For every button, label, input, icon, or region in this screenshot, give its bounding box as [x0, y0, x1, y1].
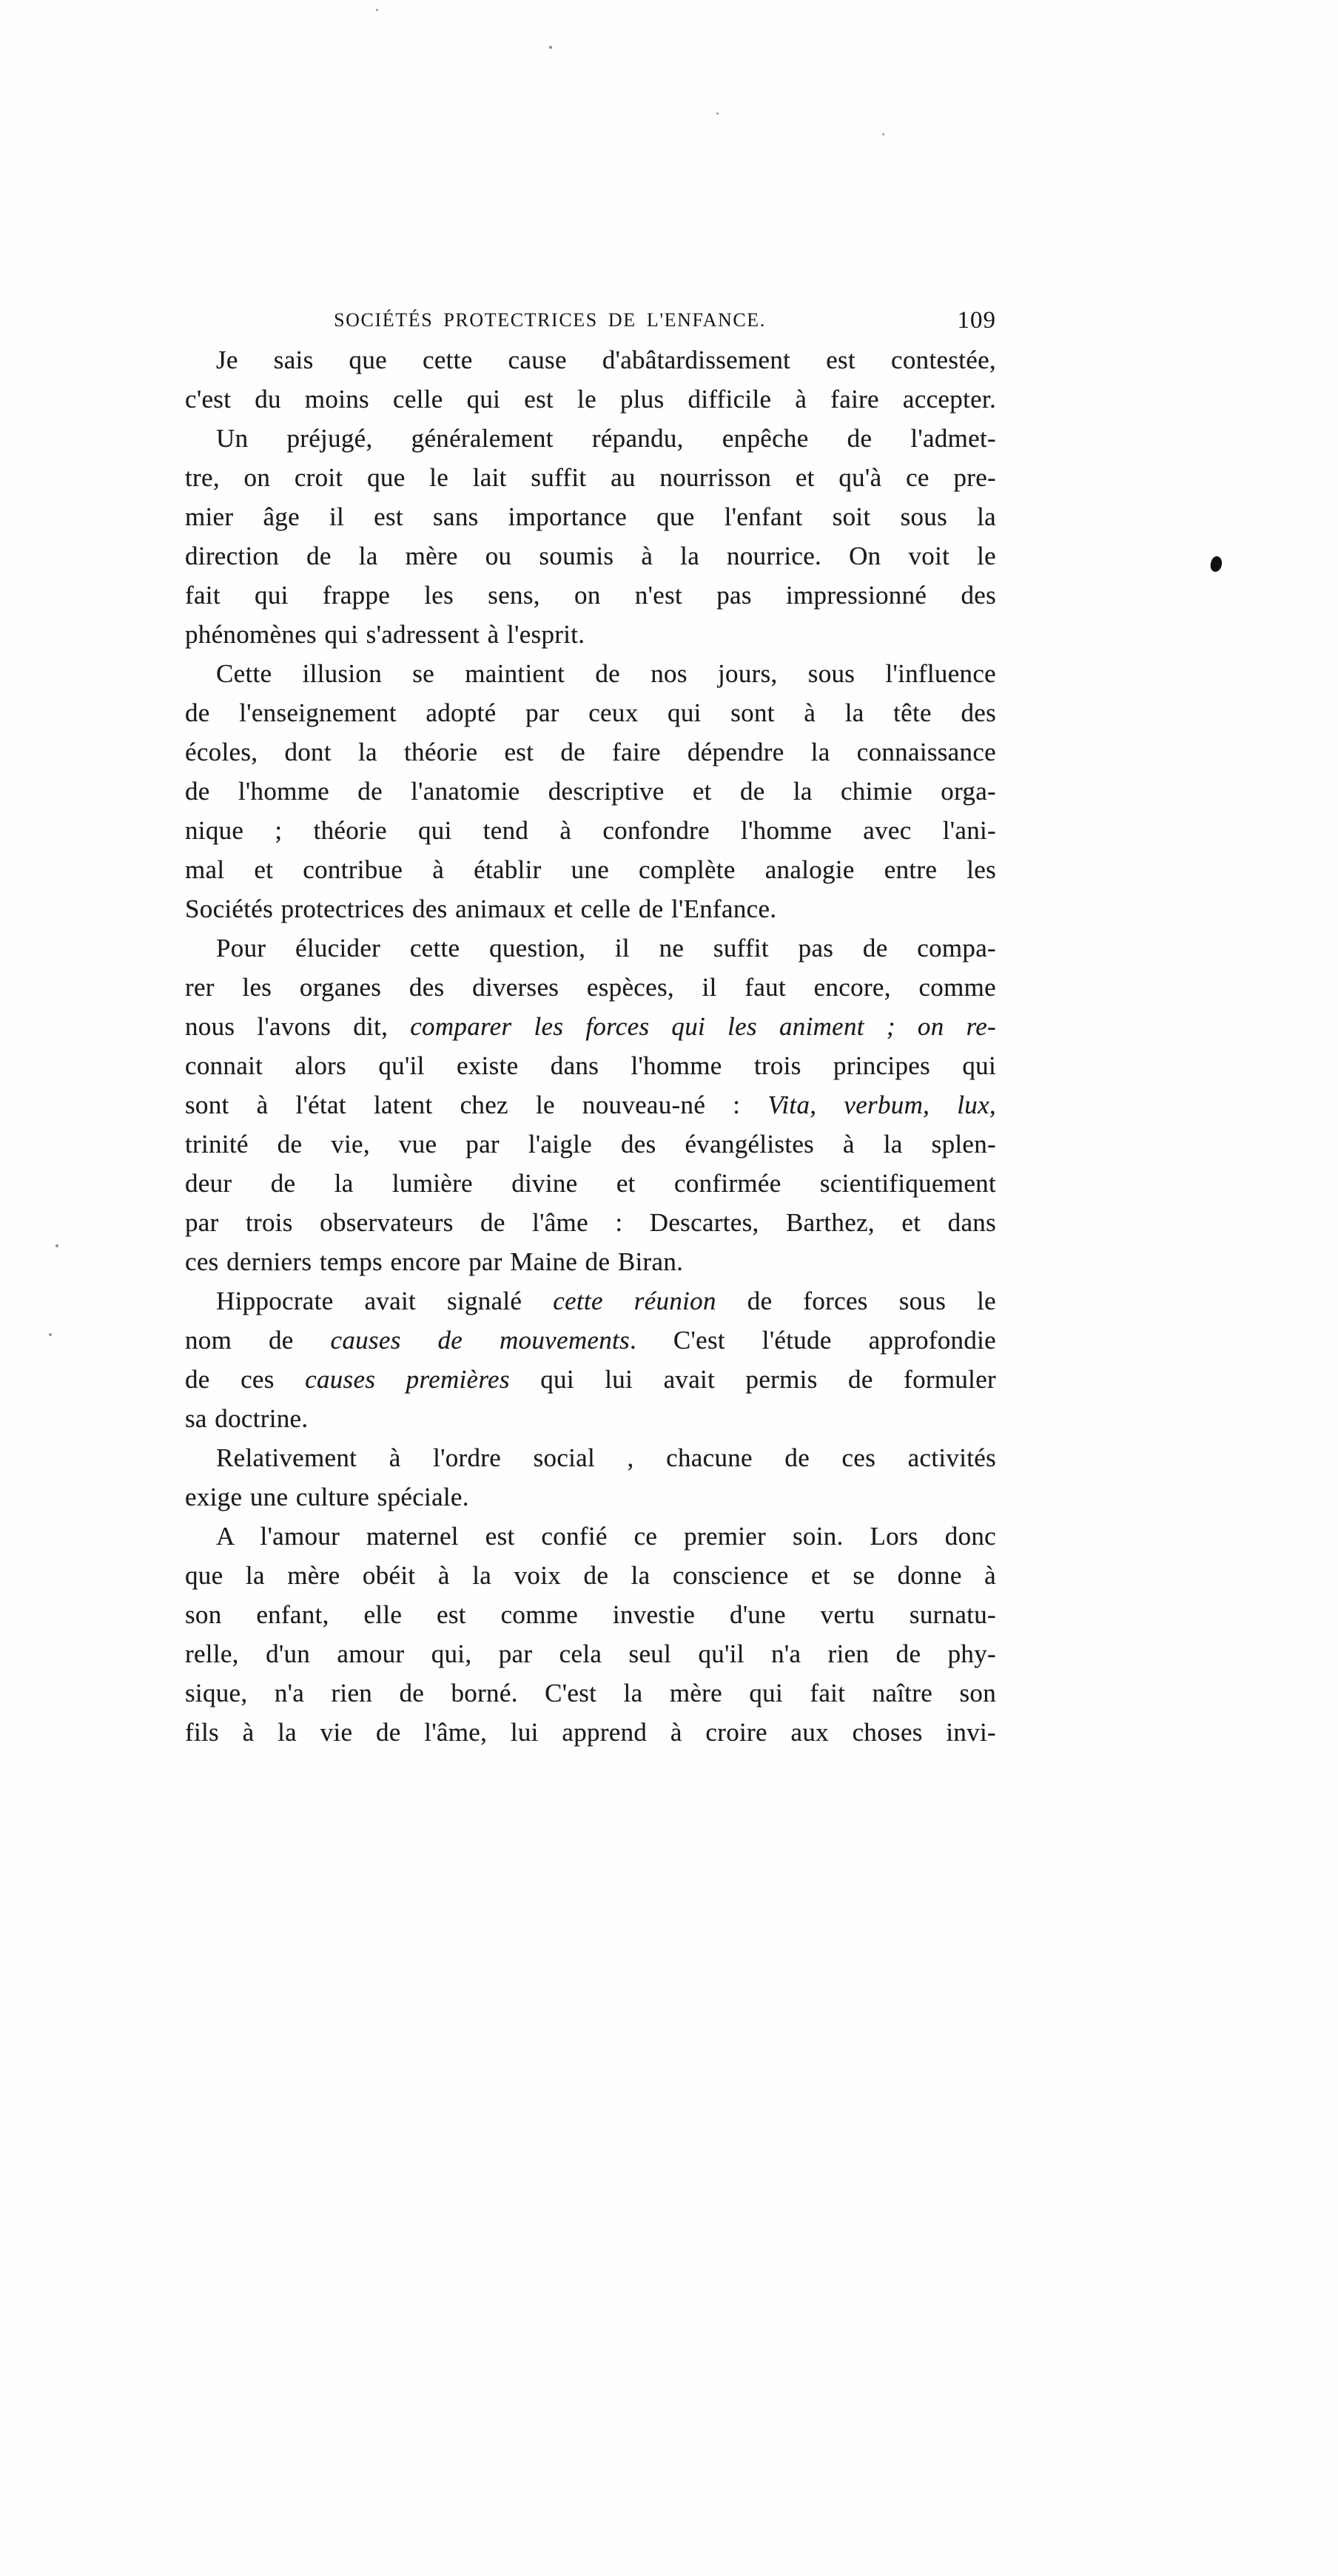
text-line: [185, 1007, 996, 1046]
text-run: phénomènes qui s'adressent à l'esprit.: [185, 620, 585, 649]
text-line: [185, 1399, 996, 1438]
text-line: [185, 693, 996, 732]
text-line: [185, 772, 996, 811]
text-run: Cette illusion se maintient de nos jours, sous l'influence: [216, 659, 996, 688]
text-line: [185, 380, 996, 419]
text-line: [185, 1477, 996, 1517]
text-run: sique, n'a rien de borné. C'est la mère qui fait naître son: [185, 1679, 996, 1707]
text-run: son enfant, elle est comme investie d'une vertu surnatu-: [185, 1600, 996, 1629]
text-run: rer les organes des diverses espèces, il faut encore, comme: [185, 973, 996, 1002]
paragraph: [185, 340, 996, 419]
text-line: [185, 458, 996, 497]
text-run: . C'est l'étude approfondie: [629, 1326, 996, 1355]
text-run: deur de la lumière divine et confirmée scientifiquement: [185, 1169, 996, 1198]
ink-speck: [1208, 555, 1224, 573]
scan-noise-dot: [56, 1244, 58, 1247]
page-number: 109: [957, 307, 996, 334]
text-line: [185, 1438, 996, 1477]
text-run: fils à la vie de l'âme, lui apprend à croire aux choses invi-: [185, 1718, 996, 1747]
text-run: que la mère obéit à la voix de la conscience et se donne à: [185, 1561, 996, 1590]
running-head: [185, 301, 996, 340]
text-run: Pour élucider cette question, il ne suffit pas de compa-: [216, 934, 996, 962]
paragraph: [185, 1281, 996, 1438]
text-run: sa doctrine.: [185, 1404, 309, 1433]
text-run: exige une culture spéciale.: [185, 1483, 469, 1511]
text-run: direction de la mère ou soumis à la nourrice. On voit le: [185, 542, 996, 570]
scan-noise-dot: [49, 1333, 52, 1336]
text-run: trinité de vie, vue par l'aigle des évangélistes à la splen-: [185, 1130, 996, 1159]
text-run: connait alors qu'il existe dans l'homme trois principes qui: [185, 1051, 996, 1080]
scan-noise-dot: [549, 46, 552, 49]
text-run: Je sais que cette cause d'abâtardissement est contestée,: [216, 345, 996, 374]
text-run: tre, on croit que le lait suffit au nourrisson et qu'à ce pre-: [185, 463, 996, 492]
text-line: [185, 1713, 996, 1752]
text-block: [185, 301, 996, 1752]
text-run: sont à l'état latent chez le nouveau-né :: [185, 1090, 768, 1119]
text-line: [185, 1125, 996, 1164]
text-run: fait qui frappe les sens, on n'est pas impressionné des: [185, 581, 996, 610]
text-run: c'est du moins celle qui est le plus difficile à faire accepter.: [185, 385, 996, 414]
page-body: [185, 340, 996, 1752]
text-line: [185, 615, 996, 654]
text-run: Un préjugé, généralement répandu, enpêche de l'admet-: [216, 424, 996, 453]
text-run: de l'enseignement adopté par ceux qui sont à la tête des: [185, 698, 996, 727]
scan-noise-dot: [882, 133, 884, 135]
text-run: Sociétés protectrices des animaux et celle de l'Enfance.: [185, 894, 777, 923]
paragraph: [185, 654, 996, 928]
text-line: [185, 497, 996, 536]
text-run: de ces: [185, 1365, 306, 1394]
text-line: [185, 536, 996, 576]
text-run: relle, d'un amour qui, par cela seul qu'il n'a rien de phy-: [185, 1639, 996, 1668]
text-line: [185, 1321, 996, 1360]
text-line: [185, 340, 996, 380]
text-line: [185, 968, 996, 1007]
text-run: A l'amour maternel est confié ce premier soin. Lors donc: [216, 1522, 996, 1551]
text-line: [185, 1085, 996, 1125]
text-run: nom de: [185, 1326, 331, 1355]
text-line: [185, 850, 996, 889]
italic-text-run: causes premières: [305, 1365, 510, 1394]
text-line: [185, 1517, 996, 1556]
scan-noise-dot: [716, 112, 719, 115]
text-line: [185, 654, 996, 693]
text-run: ces derniers temps encore par Maine de Biran.: [185, 1247, 684, 1276]
text-run: qui lui avait permis de formuler: [509, 1365, 996, 1394]
italic-text-run: Vita, verbum, lux,: [767, 1090, 996, 1119]
text-line: [185, 1164, 996, 1203]
text-run: mal et contribue à établir une complète analogie entre les: [185, 855, 996, 884]
italic-text-run: comparer les forces qui les animent ; on re-: [410, 1012, 996, 1041]
text-line: [185, 1360, 996, 1399]
text-run: Hippocrate avait signalé: [216, 1287, 554, 1315]
text-line: [185, 1556, 996, 1595]
text-run: nique ; théorie qui tend à confondre l'homme avec l'ani-: [185, 816, 996, 845]
paragraph: [185, 1517, 996, 1752]
italic-text-run: cette réunion: [553, 1287, 716, 1315]
text-line: [185, 1634, 996, 1673]
text-run: Relativement à l'ordre social , chacune de ces activités: [216, 1443, 996, 1472]
text-line: [185, 1203, 996, 1242]
text-run: mier âge il est sans importance que l'enfant soit sous la: [185, 502, 996, 531]
text-line: [185, 419, 996, 458]
text-line: [185, 928, 996, 968]
text-line: [185, 1242, 996, 1281]
paragraph: [185, 419, 996, 654]
text-run: par trois observateurs de l'âme : Descartes, Barthez, et dans: [185, 1208, 996, 1237]
text-line: [185, 732, 996, 772]
text-line: [185, 811, 996, 850]
text-line: [185, 1281, 996, 1321]
text-line: [185, 576, 996, 615]
text-line: [185, 1673, 996, 1713]
text-run: nous l'avons dit,: [185, 1012, 411, 1041]
text-line: [185, 1046, 996, 1085]
text-line: [185, 1595, 996, 1634]
paragraph: [185, 1438, 996, 1517]
text-run: de l'homme de l'anatomie descriptive et de la chimie orga-: [185, 777, 996, 806]
italic-text-run: causes de mouvements: [330, 1326, 630, 1355]
text-run: écoles, dont la théorie est de faire dépendre la connaissance: [185, 738, 996, 766]
scan-noise-dot: [376, 9, 378, 11]
paragraph: [185, 928, 996, 1281]
running-head-title: SOCIÉTÉS PROTECTRICES DE L'ENFANCE.: [334, 309, 766, 331]
text-line: [185, 889, 996, 928]
text-run: de forces sous le: [716, 1287, 996, 1315]
